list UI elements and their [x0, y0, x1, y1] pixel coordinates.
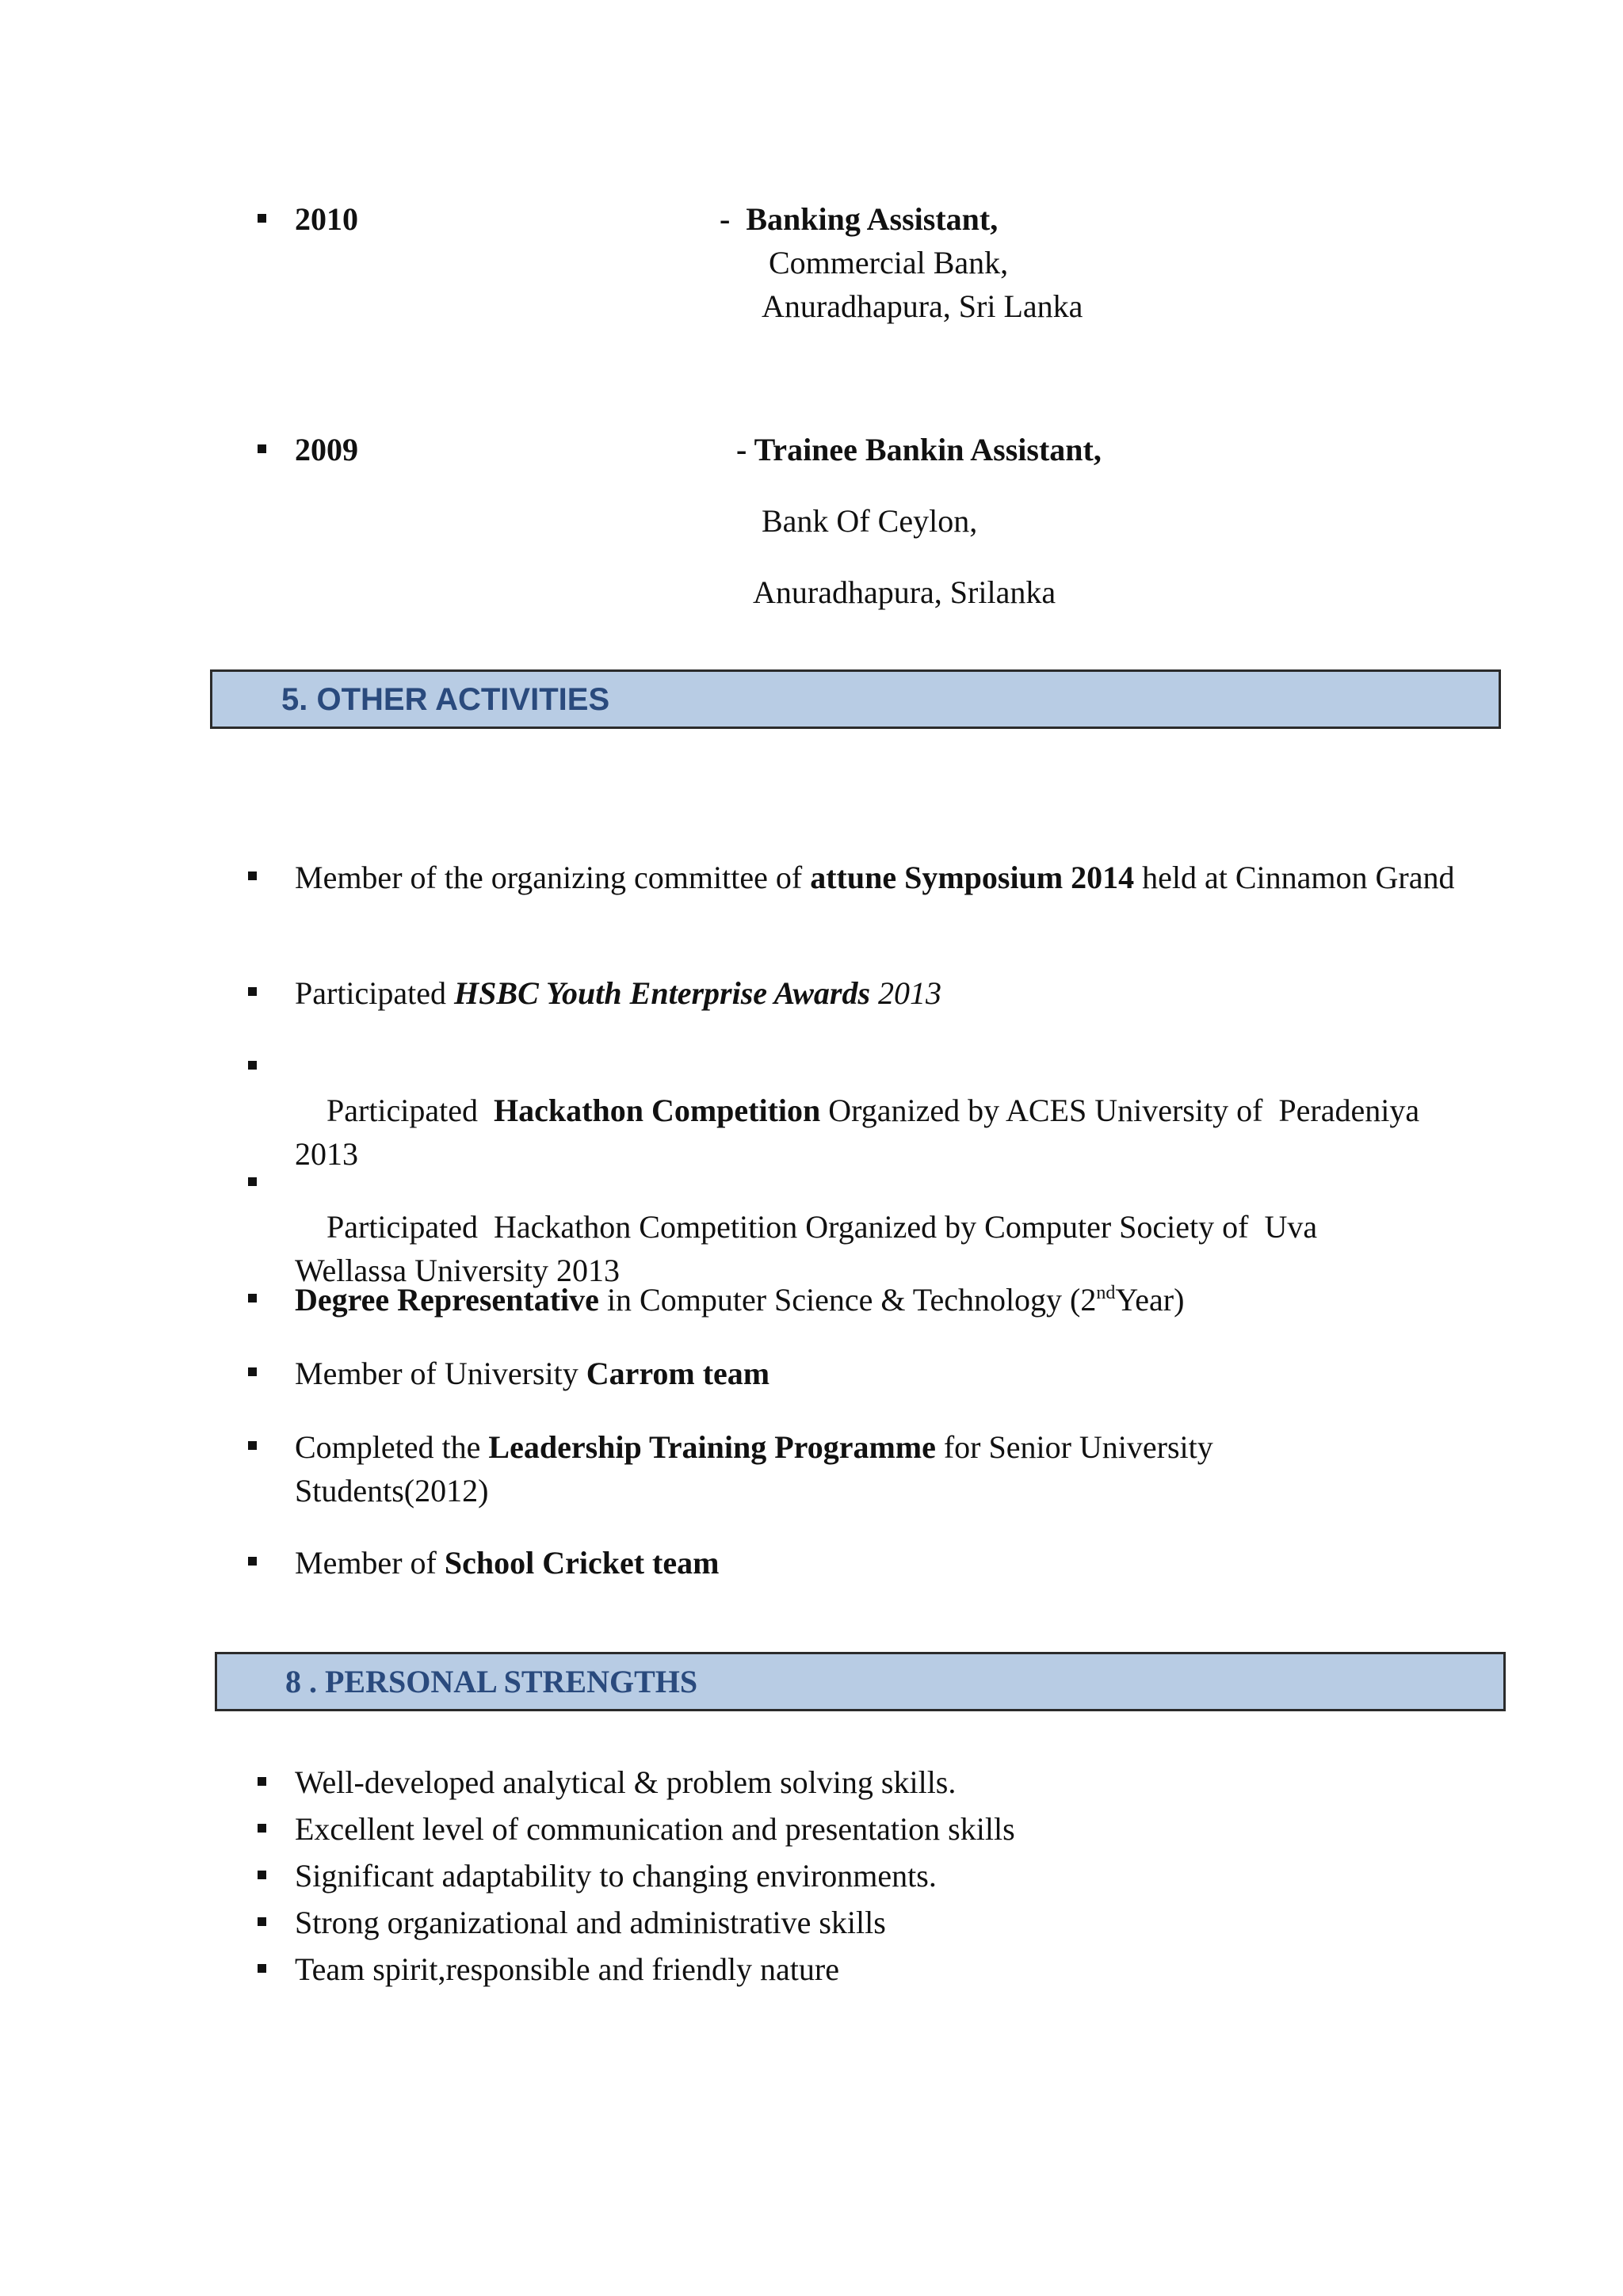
bullet-icon — [248, 1061, 257, 1070]
list-item: Member of School Cricket team — [295, 1545, 720, 1581]
experience-year: 2009 — [295, 432, 358, 467]
bullet-icon — [248, 871, 257, 880]
list-item: Participated HSBC Youth Enterprise Awards 2013 — [295, 975, 942, 1011]
list-item: Member of the organizing committee of attune Symposium 2014 held at Cinnamon Grand — [295, 860, 1455, 895]
section-title: 8 . PERSONAL STRENGTHS — [285, 1664, 698, 1699]
bullet-icon — [248, 1367, 257, 1376]
bullet-icon — [258, 1824, 266, 1833]
bullet-icon — [258, 214, 266, 223]
list-item: Completed the Leadership Training Programme for Senior University Students(2012) — [295, 1429, 1213, 1508]
bullet-icon — [248, 1557, 257, 1566]
bullet-icon — [248, 1441, 257, 1450]
list-item: Excellent level of communication and presentation skills — [295, 1811, 1015, 1847]
bullet-icon — [258, 1964, 266, 1973]
bullet-icon — [258, 1917, 266, 1926]
list-item: Member of University Carrom team — [295, 1356, 770, 1391]
experience-location: Anuradhapura, Srilanka — [753, 574, 1056, 610]
list-item: Participated Hackathon Competition Organized by Computer Society of Uva Wellassa University 2013 — [295, 1209, 1325, 1288]
bullet-icon — [248, 1177, 257, 1186]
bullet-icon — [258, 444, 266, 453]
bullet-icon — [248, 987, 257, 996]
experience-location: Anuradhapura, Sri Lanka — [762, 288, 1083, 324]
bullet-icon — [248, 1294, 257, 1302]
list-item: Team spirit,responsible and friendly nature — [295, 1951, 839, 1987]
list-item: Degree Representative in Computer Science & Technology (2ndYear) — [295, 1282, 1185, 1318]
experience-year: 2010 — [295, 201, 358, 237]
bullet-icon — [258, 1777, 266, 1786]
experience-company: Commercial Bank, — [769, 245, 1009, 280]
list-item: Strong organizational and administrative skills — [295, 1905, 886, 1940]
section-title: 5. OTHER ACTIVITIES — [281, 682, 610, 717]
bullet-icon — [258, 1871, 266, 1879]
list-item: Participated Hackathon Competition Organized by ACES University of Peradeniya 2013 — [295, 1093, 1428, 1172]
experience-company: Bank Of Ceylon, — [762, 503, 978, 539]
list-item: Significant adaptability to changing environments. — [295, 1858, 937, 1894]
experience-role: - Banking Assistant, — [720, 201, 999, 237]
experience-role: - Trainee Bankin Assistant, — [736, 432, 1102, 467]
list-item: Well-developed analytical & problem solving skills. — [295, 1764, 957, 1800]
